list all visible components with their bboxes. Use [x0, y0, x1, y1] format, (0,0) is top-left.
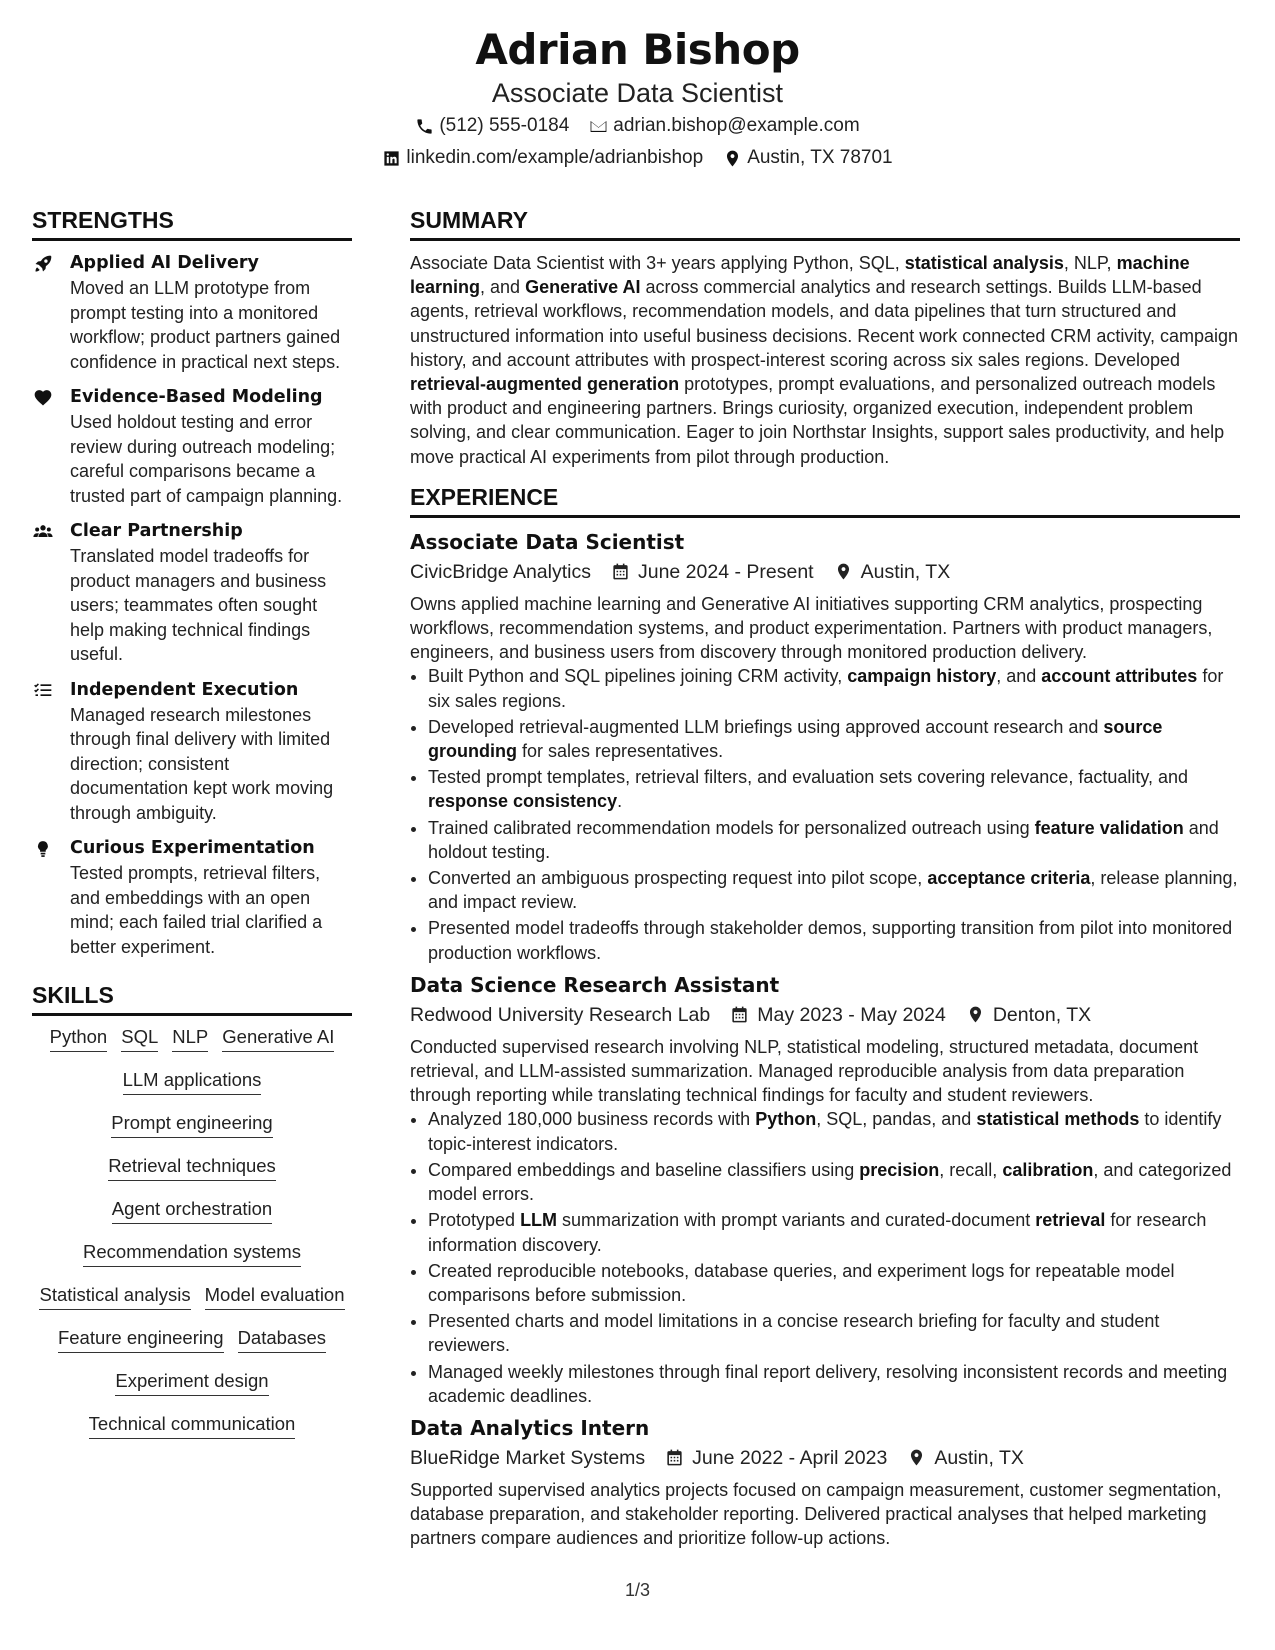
- skill-tag: Technical communication: [89, 1413, 296, 1439]
- users-icon: [32, 522, 54, 542]
- job-dates: May 2023 - May 2024: [757, 1003, 946, 1026]
- resume-header: [0, 0, 1275, 174]
- map-pin-icon: [907, 1448, 926, 1467]
- job-location: Austin, TX: [934, 1446, 1024, 1469]
- linkedin-icon: [382, 149, 401, 168]
- job-bullet: • Trained calibrated recommendation models for personalized outreach using feature validation and holdout testing.: [428, 816, 1240, 864]
- skill-tag: LLM applications: [123, 1069, 262, 1095]
- job-bullets: [410, 1107, 1240, 1407]
- job-entry: [410, 528, 1240, 965]
- job-company: BlueRidge Market Systems: [410, 1446, 646, 1469]
- map-pin-icon: [966, 1005, 985, 1024]
- job-title: Associate Data Scientist: [410, 529, 685, 554]
- job-location: Denton, TX: [992, 1003, 1092, 1026]
- skills-title: SKILLS: [32, 981, 352, 1016]
- skill-tag: Retrieval techniques: [108, 1155, 276, 1181]
- page-number: 1/3: [624, 1580, 651, 1600]
- job-description: Supported supervised analytics projects focused on campaign measurement, customer segmentation, database preparation, and stakeholder reporting. Delivered practical analyses that helped marketing partners compare audiences and prioritize follow-up actions.: [410, 1479, 1222, 1549]
- job-bullet: • Tested prompt templates, retrieval filters, and evaluation sets covering relevance, factuality, and response consistency.: [428, 765, 1240, 813]
- calendar-icon: [730, 1005, 749, 1024]
- calendar-icon: [665, 1448, 684, 1467]
- job-bullet: • Managed weekly milestones through final report delivery, resolving inconsistent records and meeting academic deadlines.: [428, 1360, 1240, 1408]
- skill-tag: Model evaluation: [205, 1284, 345, 1310]
- skill-tag: Feature engineering: [58, 1327, 224, 1353]
- job-description: Owns applied machine learning and Generative AI initiatives supporting CRM analytics, prospecting workflows, recommendation systems, and product experimentation. Partners with product managers, engineers, and business users from discovery through monitored production delivery.: [410, 593, 1213, 663]
- job-title: Data Analytics Intern: [410, 1415, 650, 1440]
- skill-tag: SQL: [121, 1026, 158, 1052]
- strength-item: [32, 678, 352, 826]
- job-meta: [410, 1442, 1240, 1474]
- strengths-title: STRENGTHS: [32, 206, 352, 241]
- contact-line-2: [0, 142, 1275, 174]
- contact-email[interactable]: [589, 110, 859, 142]
- calendar-icon: [611, 562, 630, 581]
- job-entry: [410, 1414, 1240, 1551]
- job-bullets: [410, 664, 1240, 964]
- summary-text: Associate Data Scientist with 3+ years applying Python, SQL, statistical analysis, NLP, machine learning, and Generative AI across commercial analytics and research settings. Builds LLM-based agents, retrieval workflows, recommendation models, and data pipelines that turn structured and unstructured information into useful business decisions. Recent work connected CRM activity, campaign history, and account attributes with prospect-interest scoring across six sales regions. Developed retrieval-augmented generation prototypes, prompt evaluations, and personalized outreach models with product and engineering partners. Brings curiosity, organized execution, independent problem solving, and clear communication. Eager to join Northstar Insights, support sales productivity, and help move practical AI experiments from pilot through production.: [410, 253, 1239, 467]
- strength-title: Evidence-Based Modeling: [70, 387, 323, 407]
- skill-tag: Python: [50, 1026, 108, 1052]
- map-pin-icon: [723, 149, 742, 168]
- job-bullet: • Compared embeddings and baseline classifiers using precision, recall, calibration, and categorized model errors.: [428, 1158, 1240, 1206]
- job-description: Conducted supervised research involving NLP, statistical modeling, structured metadata, document retrieval, and LLM-assisted summarization. Managed reproducible analysis from data preparation through reporting while translating technical findings for faculty and student reviewers.: [410, 1036, 1199, 1106]
- job-title: Data Science Research Assistant: [410, 972, 780, 997]
- job-bullet: • Developed retrieval-augmented LLM briefings using approved account research and source grounding for sales representatives.: [428, 715, 1240, 763]
- left-column: [32, 206, 352, 1551]
- resume-body: [32, 206, 1243, 1551]
- job-bullet: • Built Python and SQL pipelines joining CRM activity, campaign history, and account attributes for six sales regions.: [428, 664, 1240, 712]
- strength-title: Independent Execution: [70, 679, 299, 700]
- right-column: [410, 206, 1240, 1551]
- phone-icon: [415, 117, 434, 136]
- skill-tag: Recommendation systems: [83, 1241, 301, 1267]
- job-company: Redwood University Research Lab: [410, 1003, 711, 1026]
- contact-linkedin[interactable]: [382, 142, 703, 174]
- contact-line-1: [0, 110, 1275, 142]
- candidate-name: Adrian Bishop: [475, 25, 800, 74]
- job-bullet: • Analyzed 180,000 business records with Python, SQL, pandas, and statistical methods to identify topic-interest indicators.: [428, 1107, 1240, 1155]
- phone-text: (512) 555-0184: [439, 115, 570, 136]
- job-meta: [410, 556, 1240, 588]
- strength-title: Curious Experimentation: [70, 838, 315, 858]
- job-company: CivicBridge Analytics: [410, 560, 591, 583]
- lightbulb-icon: [32, 839, 54, 859]
- jobs-list: [410, 528, 1240, 1551]
- job-dates: June 2024 - Present: [637, 560, 814, 583]
- summary-title: SUMMARY: [410, 206, 1240, 241]
- skill-tag: Prompt engineering: [111, 1112, 272, 1138]
- strength-desc: Moved an LLM prototype from prompt testing into a monitored workflow; product partners gained confidence in practical next steps.: [70, 278, 341, 372]
- strength-desc: Used holdout testing and error review during outreach modeling; careful comparisons became a trusted part of campaign planning.: [70, 412, 343, 506]
- linkedin-text: linkedin.com/example/adrianbishop: [406, 147, 704, 168]
- strength-desc: Tested prompts, retrieval filters, and embeddings with an open mind; each failed trial clarified a better experiment.: [70, 863, 323, 957]
- job-bullet: • Created reproducible notebooks, database queries, and experiment logs for repeatable model comparisons before submission.: [428, 1259, 1240, 1307]
- job-location: Austin, TX: [860, 560, 951, 583]
- envelope-icon: [589, 117, 608, 136]
- skill-tag: Experiment design: [115, 1370, 268, 1396]
- skill-tag: NLP: [172, 1026, 208, 1052]
- rocket-icon: [32, 254, 54, 274]
- job-bullet: • Converted an ambiguous prospecting request into pilot scope, acceptance criteria, release planning, and impact review.: [428, 866, 1240, 914]
- email-text: adrian.bishop@example.com: [613, 115, 860, 136]
- skills-list: [32, 1026, 352, 1456]
- experience-title: EXPERIENCE: [410, 483, 1240, 518]
- strength-item: [32, 385, 352, 508]
- job-meta: [410, 999, 1240, 1031]
- strength-desc: Translated model tradeoffs for product managers and business users; teammates often sought help making technical findings useful.: [70, 546, 327, 664]
- skill-tag: Generative AI: [222, 1026, 334, 1052]
- job-bullet: • Prototyped LLM summarization with prompt variants and curated-document retrieval for research information discovery.: [428, 1208, 1240, 1256]
- candidate-role: Associate Data Scientist: [491, 78, 784, 108]
- skill-tag: Databases: [238, 1327, 326, 1353]
- skill-tag: Agent orchestration: [112, 1198, 272, 1224]
- strength-desc: Managed research milestones through final delivery with limited direction; consistent documentation kept work moving through ambiguity.: [70, 704, 334, 823]
- heart-icon: [32, 388, 54, 408]
- map-pin-icon: [834, 562, 853, 581]
- strength-title: Clear Partnership: [70, 521, 243, 541]
- job-dates: June 2022 - April 2023: [692, 1446, 888, 1469]
- job-bullet: • Presented model tradeoffs through stakeholder demos, supporting transition from pilot into monitored production workflows.: [428, 916, 1240, 964]
- strength-title: Applied AI Delivery: [70, 253, 259, 273]
- strength-item: [32, 251, 352, 374]
- job-bullet: • Presented charts and model limitations in a concise research briefing for faculty and student reviewers.: [428, 1309, 1240, 1357]
- contact-phone[interactable]: [415, 110, 569, 142]
- contact-location: [723, 142, 892, 174]
- skill-tag: Statistical analysis: [39, 1284, 190, 1310]
- strength-item: [32, 519, 352, 667]
- strengths-list: [32, 251, 352, 959]
- checklist-icon: [32, 681, 54, 701]
- strength-item: [32, 836, 352, 959]
- location-text: Austin, TX 78701: [747, 147, 893, 168]
- job-entry: [410, 971, 1240, 1408]
